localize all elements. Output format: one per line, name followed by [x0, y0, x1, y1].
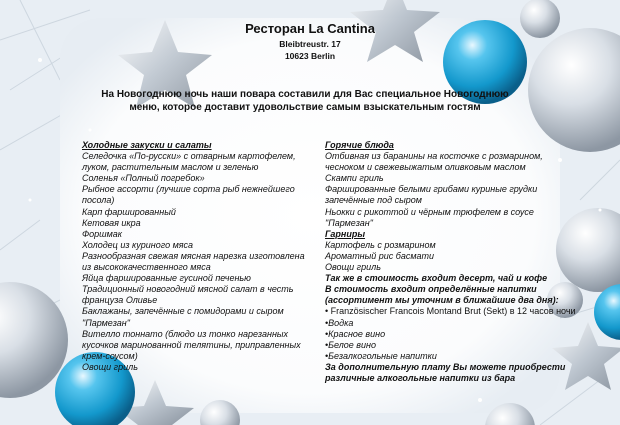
menu-section-heading: Горячие блюда [325, 140, 394, 150]
menu-item: посола) [82, 195, 115, 206]
menu-item: Кетовая икра [82, 217, 141, 228]
menu-item: Так же в стоимость входит десерт, чай и кофе [325, 273, 548, 284]
menu-item: Традиционный новогодний мясной салат в честь [82, 284, 294, 295]
menu-item: крем-соусом) [82, 350, 138, 361]
address-city: 10623 Berlin [284, 51, 336, 61]
menu-item: • Französischer Francois Montand Brut (Sekt) в 12 часов ночи [325, 306, 576, 317]
menu-item: Карп фаршированный [82, 206, 176, 217]
menu-item: Овощи гриль [325, 262, 381, 273]
menu-section-heading: Гарниры [325, 228, 366, 239]
intro-line: На Новогоднюю ночь наши повара составили для Вас специальное Новогоднюю [101, 89, 509, 100]
menu-item: Рыбное ассорти (лучшие сорта рыб нежнейшего [82, 184, 295, 195]
menu-item: "Пармезан" [82, 317, 130, 328]
menu-item: Картофель с розмарином [325, 239, 436, 250]
menu-item: •Красное вино [325, 328, 386, 339]
menu-item: За дополнительную плату Вы можете приобрести [325, 361, 566, 372]
menu-item: луком, растительным маслом и зеленью [82, 162, 259, 173]
menu-item: Баклажаны, запечённые с помидорами и сыром [82, 306, 284, 317]
menu-item: Фаршированные белыми грибами куриные грудки [325, 184, 538, 195]
menu-item: кусочков маринованной телятины, приправленных [82, 339, 301, 350]
menu-item: Отбивная из баранины на косточке с розмарином, [325, 151, 543, 162]
menu-item: Вителло тоннато (блюдо из тонко нарезанных [82, 328, 289, 339]
menu-item: "Пармезан" [325, 217, 373, 228]
intro-line: меню, которое доставит удовольствие самым взыскательным гостям [129, 102, 481, 113]
menu-item: Овощи гриль [82, 361, 138, 372]
address-street: Bleibtreustr. 17 [279, 39, 341, 49]
right-menu-column [325, 140, 585, 384]
menu-item: Форшмак [82, 228, 123, 239]
menu-item: француза Оливье [82, 295, 158, 306]
menu-item: •Водка [325, 317, 354, 328]
left-menu-column [82, 140, 322, 373]
menu-item: из высококачественного мяса [82, 262, 211, 273]
menu-item: В стоимость входит определённые напитки [325, 284, 537, 295]
menu-item: различные алкогольные напитки из бара [325, 372, 516, 383]
menu-item: Ароматный рис басмати [325, 250, 435, 261]
menu-item: Соленья «Полный погребок» [82, 173, 205, 184]
menu-item: запечённые под сыром [325, 195, 422, 206]
menu-item: •Белое вино [325, 339, 376, 350]
menu-item: чесноком и свежевыжатым оливковым маслом [325, 162, 526, 173]
intro-text [70, 88, 540, 114]
menu-item: Разнообразная свежая мясная нарезка изготовлена [82, 250, 305, 261]
restaurant-title: Ресторан La Cantina [245, 21, 375, 36]
menu-item: Яйца фаршированные гусиной печенью [82, 273, 251, 284]
menu-section-heading: Холодные закуски и салаты [82, 140, 212, 150]
menu-item: Скампи гриль [325, 173, 384, 184]
menu-item: Селедочка «По-русски» с отварным картофелем, [82, 151, 296, 162]
menu-item: Холодец из куриного мяса [82, 239, 194, 250]
menu-item: (ассортимент мы уточним в ближайшие два дня): [325, 295, 559, 306]
menu-item: Ньокки с рикоттой и чёрным трюфелем в соусе [325, 206, 534, 217]
menu-item: •Безалкогольные напитки [325, 350, 437, 361]
